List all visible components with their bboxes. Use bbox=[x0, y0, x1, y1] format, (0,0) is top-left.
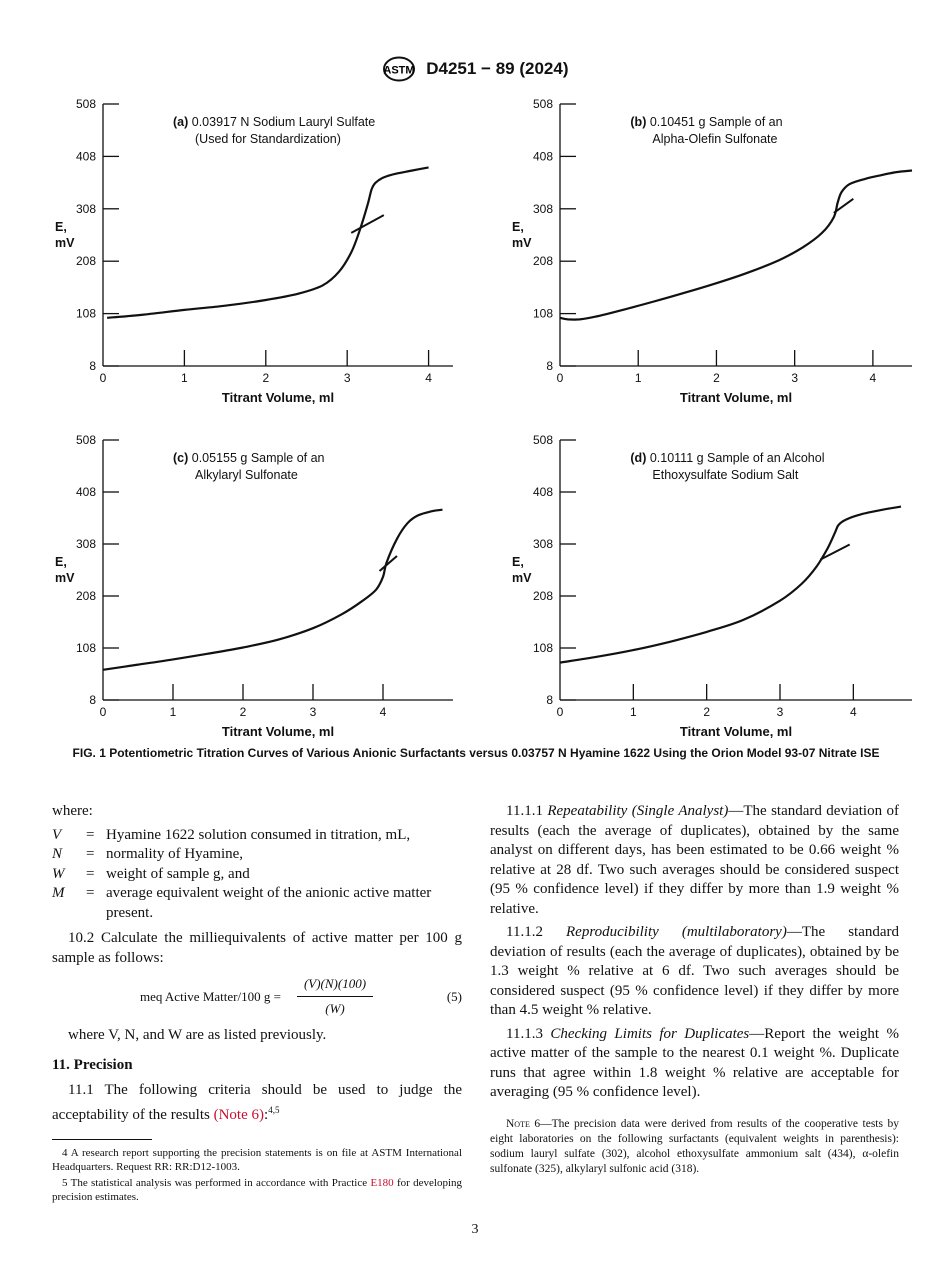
x-tick-label: 4 bbox=[849, 705, 857, 719]
chart-panel bbox=[55, 97, 453, 405]
y-tick-label: 8 bbox=[89, 359, 96, 373]
chart-panel bbox=[512, 97, 912, 405]
panel-title: (d) 0.10111 g Sample of an Alcohol bbox=[630, 451, 825, 465]
footnote-4: 4 A research report supporting the precision statements is on file at ASTM International Headquarters. Request RR: RR:D12-1003. bbox=[52, 1147, 462, 1173]
where-label: where: bbox=[52, 803, 93, 819]
footnote-5: 5 The statistical analysis was performed in accordance with Practice E180 for developing precision estimates. bbox=[52, 1177, 463, 1203]
x-tick-label: 0 bbox=[99, 705, 107, 719]
left-column bbox=[52, 802, 462, 1206]
equation-lhs: meq Active Matter/100 g = bbox=[140, 989, 281, 1004]
titration-curve bbox=[560, 507, 901, 663]
paragraph-10-2: 10.2 Calculate the milliequivalents of active matter per 100 g sample as follows: bbox=[52, 930, 462, 966]
x-tick-label: 2 bbox=[713, 371, 720, 385]
e180-link[interactable]: E180 bbox=[370, 1177, 394, 1189]
x-tick-label: 1 bbox=[169, 705, 177, 719]
y-axis-label-unit: mV bbox=[512, 571, 532, 585]
variable-item: N = normality of Hyamine, bbox=[52, 846, 244, 862]
page-number: 3 bbox=[471, 1222, 479, 1237]
x-axis-label: Titrant Volume, ml bbox=[679, 724, 793, 739]
chart-panel bbox=[55, 433, 453, 739]
y-tick-label: 308 bbox=[532, 537, 553, 551]
y-tick-label: 8 bbox=[546, 359, 553, 373]
y-tick-label: 408 bbox=[532, 149, 553, 164]
y-axis-label: E, bbox=[55, 555, 67, 569]
paragraph-11-1-3: 11.1.3 Checking Limits for Duplicates—Report the weight % active matter of the sample to the nearest 0.1 weight %. Duplicate runs that agree within 1.8 weight % relative are acceptable for averaging (95 % confidence level). bbox=[490, 1025, 899, 1100]
y-tick-label: 508 bbox=[75, 97, 96, 111]
section-heading-precision: 11. Precision bbox=[52, 1056, 133, 1073]
titration-figure bbox=[0, 90, 950, 742]
y-tick-label: 308 bbox=[75, 537, 96, 551]
y-tick-label: 408 bbox=[75, 149, 96, 164]
variable-list bbox=[52, 826, 462, 924]
variable-item: W = weight of sample g, and bbox=[52, 865, 250, 882]
x-tick-label: 3 bbox=[309, 705, 317, 719]
y-tick-label: 308 bbox=[532, 201, 553, 216]
footnote-divider bbox=[52, 1139, 152, 1140]
note-6-link[interactable]: (Note 6) bbox=[213, 1106, 265, 1123]
y-tick-label: 108 bbox=[75, 306, 96, 321]
x-tick-label: 1 bbox=[181, 371, 188, 385]
y-tick-label: 508 bbox=[532, 433, 553, 447]
y-axis-label: E, bbox=[512, 555, 524, 569]
y-axis-label: E, bbox=[512, 220, 524, 234]
page-header bbox=[0, 56, 950, 82]
titration-curve bbox=[107, 167, 429, 317]
equation-5 bbox=[52, 974, 462, 1018]
x-tick-label: 2 bbox=[239, 705, 247, 719]
y-axis-label-unit: mV bbox=[512, 236, 532, 250]
endpoint-tangent bbox=[351, 215, 384, 233]
y-tick-label: 8 bbox=[546, 693, 553, 707]
paragraph-11-1-2: 11.1.2 Reproducibility (multilaboratory)—The standard deviation of results (each the average of duplicates), obtained by be 1.3 weight % relative at 6 df. Two such averages should be considered suspect (95 % confidence level) if they differ by more than 4.5 weight % relative. bbox=[490, 924, 900, 1018]
y-tick-label: 408 bbox=[75, 485, 96, 499]
panel-subtitle: Ethoxysulfate Sodium Salt bbox=[652, 468, 799, 482]
y-tick-label: 108 bbox=[532, 641, 553, 655]
x-tick-label: 1 bbox=[629, 705, 637, 719]
equation-numerator: (V)(N)(100) bbox=[297, 974, 373, 997]
equation-denominator: (W) bbox=[325, 1000, 345, 1016]
variable-item: M = average equivalent weight of the anionic active matter present. bbox=[52, 885, 432, 921]
panel-title: (a) 0.03917 N Sodium Lauryl Sulfate bbox=[173, 115, 376, 129]
y-axis-label-unit: mV bbox=[55, 236, 75, 250]
titration-curve bbox=[560, 171, 912, 320]
chart-panel bbox=[512, 433, 912, 739]
paragraph-11-1: 11.1 The following criteria should be used to judge the acceptability of the results (Note 6):$^{4,5}$ bbox=[52, 1082, 462, 1123]
x-tick-label: 0 bbox=[556, 371, 564, 385]
y-tick-label: 208 bbox=[532, 589, 553, 603]
x-tick-label: 1 bbox=[634, 371, 642, 385]
note-6: Note 6—The precision data were derived from results of the cooperative tests by eight laboratories on the following surfactants (equivalent weights in parenthesis): sodium lauryl sulfate (302), alcohol ethoxysulfate ammonium salt (434), α-olefin sulfonate (325), alkylaryl sulfonic acid (318). bbox=[490, 1117, 900, 1175]
x-tick-label: 0 bbox=[556, 705, 564, 719]
right-column bbox=[490, 802, 899, 1181]
y-tick-label: 208 bbox=[532, 254, 553, 269]
panel-subtitle: Alkylaryl Sulfonate bbox=[195, 468, 298, 482]
y-axis-label: E, bbox=[55, 220, 67, 234]
y-tick-label: 108 bbox=[75, 641, 96, 655]
x-tick-label: 4 bbox=[425, 371, 432, 385]
panel-title: (b) 0.10451 g Sample of an bbox=[630, 115, 783, 129]
equation-number: (5) bbox=[446, 989, 462, 1004]
paragraph-11-1-1: 11.1.1 Repeatability (Single Analyst)—The standard deviation of results (each the average of duplicates), obtained by the same analyst on different days, has been estimated to be 0.66 weight % relative at 28 df. Two such averages should be considered suspect (95 % confidence level) if they differ by more than 1.9 weight % relative. bbox=[490, 803, 899, 917]
panel-title: (c) 0.05155 g Sample of an bbox=[173, 451, 325, 465]
figure-caption: FIG. 1 Potentiometric Titration Curves of Various Anionic Surfactants versus 0.03757 N Hyamine 1622 Using the Orion Model 93-07 Nitrate ISE bbox=[72, 746, 880, 760]
svg-text:ASTM: ASTM bbox=[382, 64, 415, 77]
equation-fraction bbox=[297, 974, 373, 1018]
y-tick-label: 308 bbox=[75, 201, 96, 216]
x-tick-label: 3 bbox=[776, 705, 784, 719]
y-tick-label: 208 bbox=[75, 589, 96, 603]
x-tick-label: 0 bbox=[99, 371, 107, 385]
x-tick-label: 2 bbox=[262, 371, 270, 385]
y-tick-label: 8 bbox=[89, 693, 96, 707]
y-tick-label: 508 bbox=[75, 433, 96, 447]
titration-curve bbox=[103, 510, 443, 670]
x-axis-label: Titrant Volume, ml bbox=[679, 390, 793, 405]
variable-item: V = Hyamine 1622 solution consumed in titration, mL, bbox=[52, 826, 411, 843]
y-tick-label: 108 bbox=[532, 306, 553, 321]
x-tick-label: 3 bbox=[343, 371, 351, 385]
x-tick-label: 3 bbox=[791, 371, 799, 385]
y-axis-label-unit: mV bbox=[55, 571, 75, 585]
x-tick-label: 4 bbox=[869, 371, 877, 385]
y-tick-label: 208 bbox=[75, 254, 96, 269]
y-tick-label: 408 bbox=[532, 485, 553, 499]
x-tick-label: 2 bbox=[703, 705, 711, 719]
y-tick-label: 508 bbox=[532, 97, 553, 111]
where-previously: where V, N, and W are as listed previously. bbox=[68, 1027, 327, 1043]
panel-subtitle: Alpha-Olefin Sulfonate bbox=[652, 132, 778, 146]
x-axis-label: Titrant Volume, ml bbox=[221, 390, 335, 405]
x-tick-label: 4 bbox=[379, 705, 387, 719]
panel-subtitle: (Used for Standardization) bbox=[195, 132, 341, 146]
astm-logo-icon bbox=[382, 56, 416, 82]
document-designation: D4251 − 89 (2024) bbox=[426, 59, 569, 78]
x-axis-label: Titrant Volume, ml bbox=[221, 724, 335, 739]
